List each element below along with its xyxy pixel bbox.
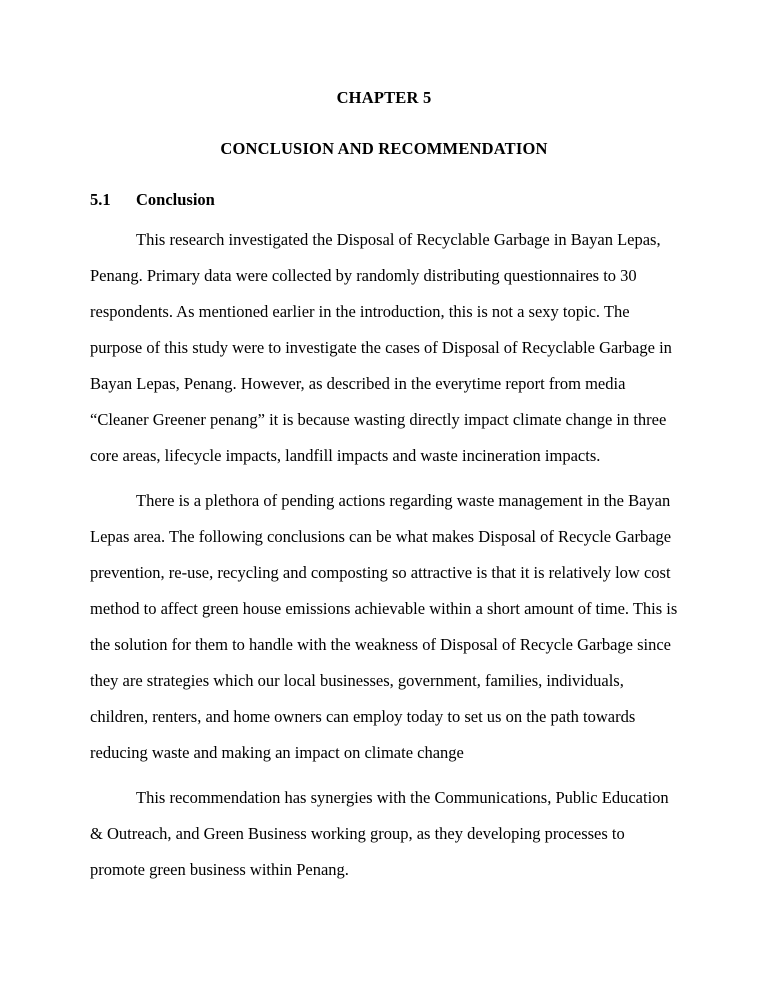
paragraph-pending-actions: There is a plethora of pending actions regarding waste management in the Bayan Lepas area. The following conclusions can be what makes Disposal of Recycle Garbage prevention, re-use, recycling and composting so attractive is that it is relatively low cost method to affect green house emissions achievable within a short amount of time. This is the solution for them to handle with the weakness of Disposal of Recycle Garbage since they are strategies which our local businesses, government, families, individuals, children, renters, and home owners can employ today to set us on the path towards reducing waste and making an impact on climate change <box>90 491 678 762</box>
section-title: Conclusion <box>136 190 215 209</box>
paragraph-recommendation-synergies: This recommendation has synergies with the Communications, Public Education & Outreach, and Green Business working group, as they developing processes to promote green business within Penang. <box>90 788 669 879</box>
chapter-subtitle: CONCLUSION AND RECOMMENDATION <box>220 139 548 158</box>
section-number: 5.1 <box>90 190 111 209</box>
paragraph-conclusion-intro: This research investigated the Disposal of Recyclable Garbage in Bayan Lepas, Penang. Primary data were collected by randomly distributing questionnaires to 30 respondents. As mentioned earlier in the introduction, this is not a sexy topic. The purpose of this study were to investigate the cases of Disposal of Recyclable Garbage in Bayan Lepas, Penang. However, as described in the everytime report from media “Cleaner Greener penang” it is because wasting directly impact climate change in three core areas, lifecycle impacts, landfill impacts and waste incineration impacts. <box>90 230 672 465</box>
chapter-title: CHAPTER 5 <box>336 88 432 107</box>
section-heading <box>90 190 678 210</box>
